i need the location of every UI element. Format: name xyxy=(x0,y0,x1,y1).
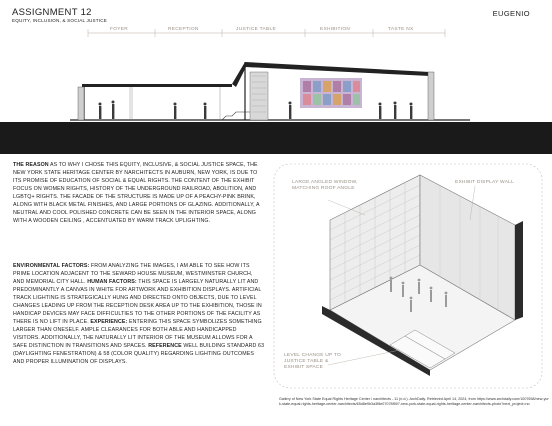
reference-text: WELL BUILDING STANDARD 63 (DAYLIGHTING FENESTRATION) & 58 (COLOR QUALITY) REGARDING LIGHTING OUTCOMES AND PROPER ILLUMINATION OF DISPLAYS. xyxy=(13,343,265,365)
reference-lead: REFERENCE xyxy=(148,343,182,349)
environmental-factors-text: FROM ANALYZING THE IMAGES, I AM ABLE TO SEE HOW ITS PRIME LOCATION ADJACENT TO THE SEWARD HOUSE MUSEUM, WESTMINSTER CHURCH, AND MEMORIAL CITY HALL. xyxy=(13,263,253,285)
zone-divider-line xyxy=(88,29,445,37)
axonometric-panel xyxy=(270,160,546,392)
callout-angled-window: LARGE ANGLED WINDOW, MATCHING ROOF ANGLE xyxy=(292,180,358,192)
assignment-title: ASSIGNMENT 12 xyxy=(12,7,92,18)
level-change-steps xyxy=(222,112,250,120)
left-roof xyxy=(82,84,232,87)
factors-paragraph xyxy=(13,262,265,366)
reason-paragraph xyxy=(13,161,265,225)
wall-edge-right xyxy=(515,221,523,320)
experience-lead: EXPERIENCE: xyxy=(90,319,128,325)
ground-band xyxy=(0,122,552,154)
citation-text: Gallery of New York State Equal Rights Heritage Center / narchitects - 11 (n.d.). ArchDaily. Retrieved April 14, 2024, from https://www.archdaily.com/1007658/new-york-state-equal-rights-heritage-center-narchitects/65d8e9b3a3f8e07078f597-new-york-state-equal-rights-heritage-center-narchitects-photo?next_project=no xyxy=(279,397,549,407)
left-wall-hatch xyxy=(78,87,84,120)
zone-label-reception: RECEPTION xyxy=(168,27,199,32)
zone-label-taste-nx: TASTE NX xyxy=(388,27,414,32)
zone-label-exhibition: EXHIBITION xyxy=(320,27,351,32)
zone-label-foyer: FOYER xyxy=(110,27,129,32)
human-factors-lead: HUMAN FACTORS: xyxy=(87,279,137,285)
assignment-subtitle: EQUITY, INCLUSION, & SOCIAL JUSTICE xyxy=(12,18,108,23)
callout-display-wall: EXHIBIT DISPLAY WALL xyxy=(455,180,514,185)
zone-label-justice-table: JUSTICE TABLE xyxy=(236,27,276,32)
reason-text: AS TO WHY I CHOSE THIS EQUITY, INCLUSIVE, & SOCIAL JUSTICE SPACE, THE NEW YORK STATE HERITAGE CENTER BY NARCHITECTS IN AUBURN, NEW YORK, IS DUE TO ITS PROMISE OF EDUCATION OF SOCIAL & EQUAL RIGHTS. THE CONTENT OF THE EXHIBIT FOCUS ON WOMEN RIGHTS, HISTORY OF THE UNDERGROUND RAILROAD, ABOLITION, AND LGBTQ+ RIGHTS. THE FACADE OF THE STRUCTURE IS MADE UP OF A PEACHY-PINK BRINK, ALONG WITH BLACK METAL FINISHES, AND LARGE PORTIONS OF GLAZING. ADDITIONALLY, A NEUTRAL AND COOL POLISHED CONCRETE CAN BE SEEN IN THE INTERIOR SPACE, ALONG WITH A WOODEN CEILING , ACCENTUATED BY WARM TRACK UPLIGHTING. xyxy=(13,162,260,224)
experience-text: ENTERING THIS SPACE SYMBOLIZES SOMETHING LARGER THAN ONESELF. AMPLE CLEARANCES FOR BOTH ABLE AND HANDICAPPED VISITORS. ADDITIONALLY, THE NATURALLY LIT INTERIOR OF THE MUSEUM ALLOWS FOR A SAFE DISTINCTION IN TRANSITIONS AND SPACES. xyxy=(13,319,262,349)
interior-wall-hatch xyxy=(250,72,268,120)
right-wall xyxy=(428,72,434,120)
environmental-factors-lead: ENVIRONMENTAL FACTORS: xyxy=(13,263,90,269)
reason-lead: THE REASON xyxy=(13,162,49,168)
callout-level-change: LEVEL CHANGE UP TO JUSTICE TABLE & EXHIBIT SPACE xyxy=(284,353,341,371)
building-section-drawing xyxy=(0,12,552,127)
author-name: EUGENIO xyxy=(492,9,530,18)
human-factors-text: THIS SPACE IS LARGELY NATURALLY LIT AND PREDOMINANTLY A CANVAS IN WHITE FOR ARTWORK AND EXHIBITION DISPLAYS. ARTIFICIAL TRACK LIGHTING IS STRATEGICALLY HUNG AND DIRECTED ONTO OBJECTS, DUE TO LEVEL CHANGES LEADING UP FROM THE RECEPTION DESK AREA UP TO THE EXHIBITION, THOSE IN HANDICAP DEVICES MAY FACE DIFFICULTIES TO THE OTHER PORTIONS OF THE FACILITY AS THERE IS NO LIFT IN PLACE. xyxy=(13,279,262,325)
